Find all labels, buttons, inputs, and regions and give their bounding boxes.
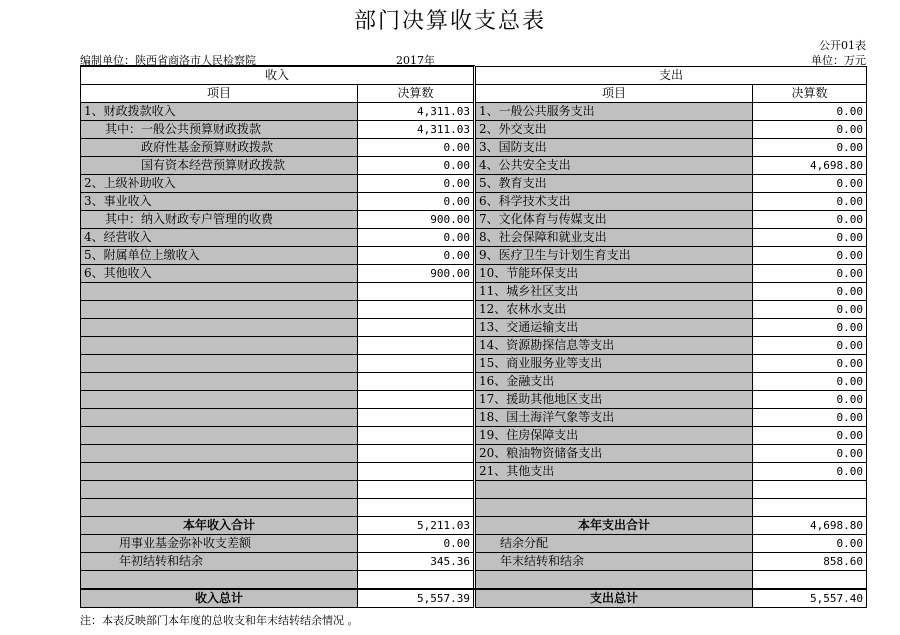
table-row: [81, 589, 867, 608]
expense-amount-cell: 858.60: [753, 553, 867, 571]
unit-label: 单位：万元: [811, 54, 866, 67]
income-amount-cell: [358, 445, 474, 463]
expense-item-cell: 2、外交支出: [476, 121, 753, 139]
expense-amount-cell: 0.00: [753, 121, 867, 139]
expense-item-cell: 16、金融支出: [476, 373, 753, 391]
income-amount-cell: [358, 373, 474, 391]
income-amount-cell: 0.00: [358, 229, 474, 247]
table-row: [81, 193, 867, 211]
table-row: [81, 229, 867, 247]
expense-item-cell: 10、节能环保支出: [476, 265, 753, 283]
table-row: [81, 175, 867, 193]
form-number: 公开01表: [819, 39, 866, 52]
expense-amount-cell: 5,557.40: [753, 589, 867, 608]
expense-item-cell: 20、粮油物资储备支出: [476, 445, 753, 463]
income-amount-cell: 900.00: [358, 211, 474, 229]
expense-amount-cell: 0.00: [753, 283, 867, 301]
income-item-cell: 年初结转和结余: [81, 553, 358, 571]
table-row: [81, 337, 867, 355]
income-item-cell: 其中：一般公共预算财政拨款: [81, 121, 358, 139]
income-amount-cell: 0.00: [358, 193, 474, 211]
table-row: [81, 463, 867, 481]
table-row: [81, 211, 867, 229]
expense-item-cell: 4、公共安全支出: [476, 157, 753, 175]
income-header: 收入: [81, 67, 474, 85]
income-amount-cell: [358, 301, 474, 319]
table-row: [81, 517, 867, 535]
table-row: [81, 139, 867, 157]
income-item-cell: 4、经营收入: [81, 229, 358, 247]
expense-amount-cell: 4,698.80: [753, 517, 867, 535]
expense-item-cell: 5、教育支出: [476, 175, 753, 193]
expense-amount-cell: 0.00: [753, 355, 867, 373]
table-row: [81, 553, 867, 571]
expense-item-cell: 14、资源勘探信息等支出: [476, 337, 753, 355]
income-amount-cell: 0.00: [358, 139, 474, 157]
income-item-cell: [81, 409, 358, 427]
table-row: [81, 247, 867, 265]
expense-amount-cell: 0.00: [753, 301, 867, 319]
expense-amount-cell: 0.00: [753, 445, 867, 463]
expense-amount-cell: 0.00: [753, 229, 867, 247]
income-amount-cell: [358, 337, 474, 355]
income-amount-cell: [358, 355, 474, 373]
expense-amount-cell: 0.00: [753, 193, 867, 211]
expense-amount-cell: 0.00: [753, 319, 867, 337]
income-item-cell: 政府性基金预算财政拨款: [81, 139, 358, 157]
income-item-cell: 3、事业收入: [81, 193, 358, 211]
income-amount-cell: 0.00: [358, 157, 474, 175]
income-amount-cell: [358, 499, 474, 517]
income-item-cell: 国有资本经营预算财政拨款: [81, 157, 358, 175]
income-amount-cell: 345.36: [358, 553, 474, 571]
income-amount-header: 决算数: [358, 85, 474, 103]
expense-amount-cell: 0.00: [753, 265, 867, 283]
expense-amount-cell: 0.00: [753, 373, 867, 391]
income-item-cell: [81, 445, 358, 463]
income-item-cell: [81, 355, 358, 373]
expense-item-cell: 6、科学技术支出: [476, 193, 753, 211]
expense-item-cell: 15、商业服务业等支出: [476, 355, 753, 373]
income-amount-cell: 0.00: [358, 175, 474, 193]
expense-item-cell: [476, 499, 753, 517]
income-item-cell: [81, 571, 358, 590]
expense-item-cell: 12、农林水支出: [476, 301, 753, 319]
expense-item-cell: 1、一般公共服务支出: [476, 103, 753, 121]
income-amount-cell: 4,311.03: [358, 103, 474, 121]
income-item-cell: 6、其他收入: [81, 265, 358, 283]
expense-item-cell: 21、其他支出: [476, 463, 753, 481]
income-amount-cell: 4,311.03: [358, 121, 474, 139]
section-header-row: [81, 67, 867, 85]
income-item-cell: [81, 427, 358, 445]
expense-item-cell: 8、社会保障和就业支出: [476, 229, 753, 247]
column-header-row: [81, 85, 867, 103]
income-amount-cell: 5,557.39: [358, 589, 474, 608]
expense-amount-cell: 0.00: [753, 463, 867, 481]
income-amount-cell: [358, 283, 474, 301]
expense-item-cell: 18、国土海洋气象等支出: [476, 409, 753, 427]
table-row: [81, 121, 867, 139]
expense-item-cell: 19、住房保障支出: [476, 427, 753, 445]
expense-amount-cell: [753, 481, 867, 499]
expense-item-cell: [476, 571, 753, 590]
income-item-cell: [81, 283, 358, 301]
income-item-cell: 5、附属单位上缴收入: [81, 247, 358, 265]
expense-amount-cell: 0.00: [753, 391, 867, 409]
table-row: [81, 283, 867, 301]
income-item-cell: [81, 319, 358, 337]
table-row: [81, 265, 867, 283]
income-amount-cell: [358, 571, 474, 590]
table-row: [81, 499, 867, 517]
table-row: [81, 301, 867, 319]
expense-amount-cell: [753, 571, 867, 590]
income-item-cell: 2、上级补助收入: [81, 175, 358, 193]
table-row: [81, 427, 867, 445]
income-item-cell: [81, 463, 358, 481]
income-item-cell: 其中：纳入财政专户管理的收费: [81, 211, 358, 229]
table-row: [81, 103, 867, 121]
report-meta: [80, 52, 866, 66]
income-amount-cell: [358, 481, 474, 499]
expense-amount-cell: [753, 499, 867, 517]
expense-item-header: 项目: [476, 85, 753, 103]
income-item-cell: [81, 373, 358, 391]
expense-header: 支出: [476, 67, 867, 85]
expense-amount-cell: 0.00: [753, 427, 867, 445]
expense-amount-cell: 0.00: [753, 337, 867, 355]
expense-amount-header: 决算数: [753, 85, 867, 103]
expense-item-cell: 17、援助其他地区支出: [476, 391, 753, 409]
expense-amount-cell: 0.00: [753, 175, 867, 193]
table-row: [81, 535, 867, 553]
expense-item-cell: 7、文化体育与传媒支出: [476, 211, 753, 229]
expense-amount-cell: 0.00: [753, 535, 867, 553]
expense-amount-cell: 0.00: [753, 139, 867, 157]
expense-amount-cell: 0.00: [753, 211, 867, 229]
expense-amount-cell: 0.00: [753, 103, 867, 121]
income-item-cell: 本年收入合计: [81, 517, 358, 535]
table-row: [81, 571, 867, 590]
expense-item-cell: 11、城乡社区支出: [476, 283, 753, 301]
expense-item-cell: 年末结转和结余: [476, 553, 753, 571]
income-amount-cell: [358, 319, 474, 337]
income-item-cell: 1、财政拨款收入: [81, 103, 358, 121]
income-amount-cell: 900.00: [358, 265, 474, 283]
expense-item-cell: 9、医疗卫生与计划生育支出: [476, 247, 753, 265]
footnote: 注：本表反映部门本年度的总收支和年末结转结余情况 。: [80, 614, 359, 627]
expense-item-cell: 结余分配: [476, 535, 753, 553]
table-row: [81, 391, 867, 409]
table-row: [81, 157, 867, 175]
page-title: 部门决算收支总表: [353, 9, 546, 34]
income-amount-cell: 5,211.03: [358, 517, 474, 535]
income-item-cell: [81, 391, 358, 409]
expense-item-cell: 3、国防支出: [476, 139, 753, 157]
income-amount-cell: [358, 391, 474, 409]
table-row: [81, 481, 867, 499]
expense-item-cell: 本年支出合计: [476, 517, 753, 535]
organization-label: 编制单位：陕西省商洛市人民检察院: [80, 54, 256, 67]
report-year: 2017年: [396, 54, 435, 67]
income-amount-cell: [358, 409, 474, 427]
income-amount-cell: 0.00: [358, 247, 474, 265]
income-amount-cell: [358, 427, 474, 445]
income-amount-cell: 0.00: [358, 535, 474, 553]
table-row: [81, 355, 867, 373]
expense-item-cell: 支出总计: [476, 589, 753, 608]
income-item-cell: [81, 337, 358, 355]
income-item-cell: 收入总计: [81, 589, 358, 608]
budget-summary-table: [80, 66, 867, 608]
income-item-header: 项目: [81, 85, 358, 103]
income-item-cell: [81, 301, 358, 319]
income-item-cell: [81, 499, 358, 517]
table-row: [81, 409, 867, 427]
income-item-cell: 用事业基金弥补收支差额: [81, 535, 358, 553]
expense-item-cell: [476, 481, 753, 499]
table-row: [81, 319, 867, 337]
expense-amount-cell: 4,698.80: [753, 157, 867, 175]
expense-amount-cell: 0.00: [753, 247, 867, 265]
table-row: [81, 373, 867, 391]
table-row: [81, 445, 867, 463]
expense-item-cell: 13、交通运输支出: [476, 319, 753, 337]
income-item-cell: [81, 481, 358, 499]
income-amount-cell: [358, 463, 474, 481]
expense-amount-cell: 0.00: [753, 409, 867, 427]
